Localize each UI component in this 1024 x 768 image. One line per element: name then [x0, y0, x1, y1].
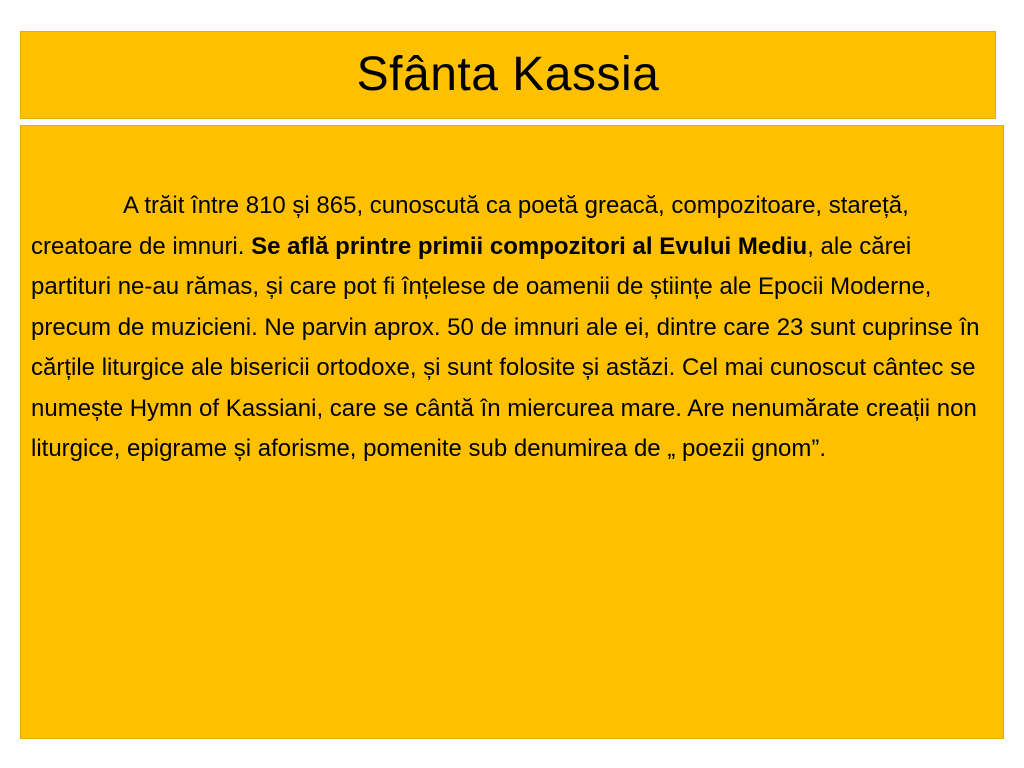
title-box	[20, 31, 996, 119]
content-box	[20, 125, 1004, 739]
body-text-part1: A trăit între 810 și 865, cunoscută ca poetă greacă, compozitoare, stareță, creatoare de imnuri.	[31, 192, 909, 260]
body-paragraph	[31, 186, 993, 470]
body-text-part2: , ale cărei partituri ne-au rămas, și care pot fi înțelese de oamenii de științe ale Epocii Moderne, precum de muzicieni. Ne parvin aprox. 50 de imnuri ale ei, dintre care 23 sunt cuprinse în cărțile liturgice ale bisericii ortodoxe, și sunt folosite și astăzi. Cel mai cunoscut cântec se numește Hymn of Kassiani, care se cântă în miercurea mare. Are nenumărate creații non liturgice, epigrame și aforisme, pomenite sub denumirea de „ poezii gnom”.	[31, 232, 980, 462]
slide-title: Sfânta Kassia	[356, 48, 660, 101]
body-text-bold: Se află printre primii compozitori al Evului Mediu	[251, 232, 808, 260]
